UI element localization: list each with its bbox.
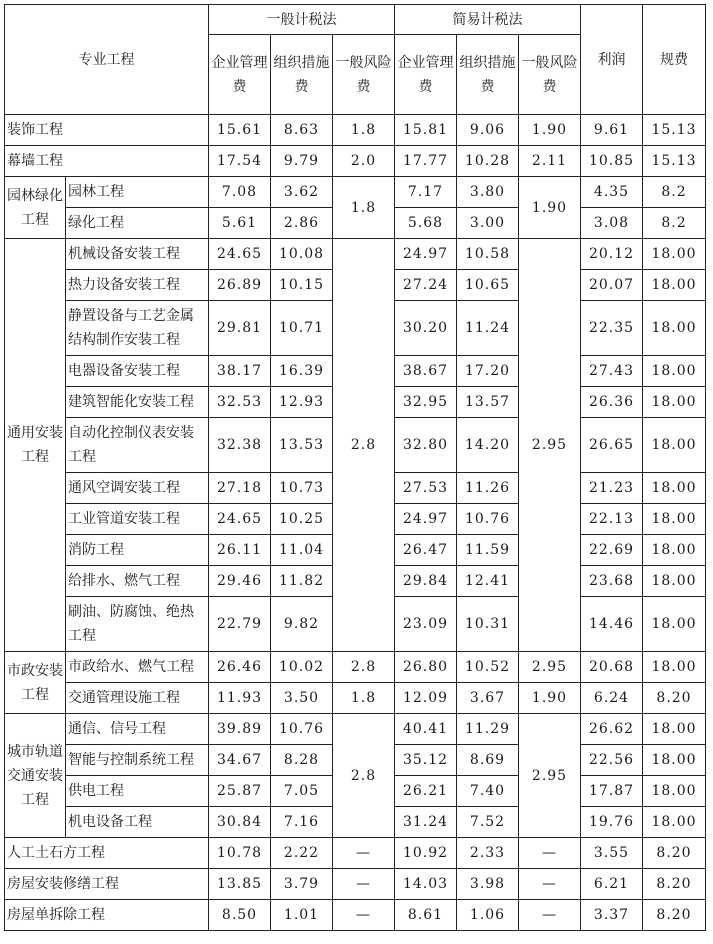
project-name: 绿化工程	[66, 208, 209, 239]
general-measure-value: 10.76	[271, 714, 333, 745]
simple-risk-value: 1.90	[519, 115, 581, 146]
simple-mgmt-value: 7.17	[395, 177, 457, 208]
simple-mgmt-value: 30.20	[395, 301, 457, 356]
general-mgmt-value: 29.81	[209, 301, 271, 356]
profit-value: 26.62	[581, 714, 643, 745]
header-simple-risk: 一般风险费	[519, 35, 581, 115]
group-garden-label: 园林绿化工程	[5, 177, 66, 239]
table-row	[5, 177, 706, 208]
simple-measure-value: 1.06	[457, 900, 519, 931]
general-mgmt-value: 24.65	[209, 504, 271, 535]
profit-value: 23.68	[581, 566, 643, 597]
simple-risk-value: 1.90	[519, 683, 581, 714]
general-measure-value: 16.39	[271, 356, 333, 387]
project-name: 机电设备工程	[66, 807, 209, 838]
profit-value: 3.37	[581, 900, 643, 931]
regulatory-value: 8.2	[643, 177, 706, 208]
project-name: 消防工程	[66, 535, 209, 566]
general-mgmt-value: 10.78	[209, 838, 271, 869]
regulatory-value: 18.00	[643, 714, 706, 745]
simple-mgmt-value: 29.84	[395, 566, 457, 597]
simple-measure-value: 10.65	[457, 270, 519, 301]
regulatory-value: 18.00	[643, 270, 706, 301]
project-name: 幕墙工程	[5, 146, 209, 177]
simple-mgmt-value: 12.09	[395, 683, 457, 714]
general-mgmt-value: 34.67	[209, 745, 271, 776]
header-profit: 利润	[581, 5, 643, 115]
table-row	[5, 239, 706, 270]
profit-value: 14.46	[581, 597, 643, 652]
general-measure-value: 8.28	[271, 745, 333, 776]
header-general-tax: 一般计税法	[209, 5, 395, 35]
general-mgmt-value: 13.85	[209, 869, 271, 900]
simple-measure-value: 3.67	[457, 683, 519, 714]
simple-risk-value: 1.90	[519, 177, 581, 239]
header-regulatory: 规费	[643, 5, 706, 115]
simple-measure-value: 3.98	[457, 869, 519, 900]
profit-value: 6.21	[581, 869, 643, 900]
profit-value: 6.24	[581, 683, 643, 714]
project-name: 工业管道安装工程	[66, 504, 209, 535]
general-mgmt-value: 24.65	[209, 239, 271, 270]
project-name: 通风空调安装工程	[66, 473, 209, 504]
regulatory-value: 8.20	[643, 838, 706, 869]
general-measure-value: 11.04	[271, 535, 333, 566]
general-measure-value: 9.79	[271, 146, 333, 177]
profit-value: 3.55	[581, 838, 643, 869]
simple-measure-value: 3.80	[457, 177, 519, 208]
regulatory-value: 15.13	[643, 146, 706, 177]
profit-value: 10.85	[581, 146, 643, 177]
project-name: 智能与控制系统工程	[66, 745, 209, 776]
simple-measure-value: 13.57	[457, 387, 519, 418]
general-measure-value: 12.93	[271, 387, 333, 418]
general-mgmt-value: 22.79	[209, 597, 271, 652]
simple-measure-value: 14.20	[457, 418, 519, 473]
simple-measure-value: 12.41	[457, 566, 519, 597]
project-name: 电器设备安装工程	[66, 356, 209, 387]
general-measure-value: 8.63	[271, 115, 333, 146]
simple-mgmt-value: 10.92	[395, 838, 457, 869]
simple-risk-value: 2.95	[519, 239, 581, 652]
simple-measure-value: 10.52	[457, 652, 519, 683]
general-measure-value: 10.15	[271, 270, 333, 301]
general-measure-value: 7.05	[271, 776, 333, 807]
header-project: 专业工程	[5, 5, 209, 115]
project-name: 建筑智能化安装工程	[66, 387, 209, 418]
simple-risk-value: 2.95	[519, 652, 581, 683]
project-name: 通信、信号工程	[66, 714, 209, 745]
simple-measure-value: 11.59	[457, 535, 519, 566]
header-simple-tax: 简易计税法	[395, 5, 581, 35]
regulatory-value: 8.2	[643, 208, 706, 239]
profit-value: 22.13	[581, 504, 643, 535]
group-municipal-label: 市政安装工程	[5, 652, 66, 714]
simple-risk-value: —	[519, 900, 581, 931]
general-measure-value: 10.02	[271, 652, 333, 683]
simple-measure-value: 10.28	[457, 146, 519, 177]
group-rail-label: 城市轨道交通安装工程	[5, 714, 66, 838]
regulatory-value: 18.00	[643, 652, 706, 683]
general-measure-value: 7.16	[271, 807, 333, 838]
regulatory-value: 15.13	[643, 115, 706, 146]
general-mgmt-value: 7.08	[209, 177, 271, 208]
profit-value: 26.65	[581, 418, 643, 473]
project-name: 热力设备安装工程	[66, 270, 209, 301]
general-mgmt-value: 25.87	[209, 776, 271, 807]
table-row	[5, 838, 706, 869]
general-measure-value: 1.01	[271, 900, 333, 931]
table-row	[5, 900, 706, 931]
simple-risk-value: 2.95	[519, 714, 581, 838]
profit-value: 26.36	[581, 387, 643, 418]
project-name: 供电工程	[66, 776, 209, 807]
regulatory-value: 18.00	[643, 301, 706, 356]
simple-measure-value: 7.52	[457, 807, 519, 838]
project-name: 园林工程	[66, 177, 209, 208]
profit-value: 20.12	[581, 239, 643, 270]
general-measure-value: 10.71	[271, 301, 333, 356]
header-general-risk: 一般风险费	[333, 35, 395, 115]
project-name: 机械设备安装工程	[66, 239, 209, 270]
regulatory-value: 18.00	[643, 807, 706, 838]
simple-measure-value: 11.24	[457, 301, 519, 356]
simple-measure-value: 8.69	[457, 745, 519, 776]
project-name: 刷油、防腐蚀、绝热工程	[66, 597, 209, 652]
simple-mgmt-value: 35.12	[395, 745, 457, 776]
general-risk-value: 1.8	[333, 683, 395, 714]
profit-value: 3.08	[581, 208, 643, 239]
simple-mgmt-value: 32.80	[395, 418, 457, 473]
header-simple-mgmt: 企业管理费	[395, 35, 457, 115]
profit-value: 19.76	[581, 807, 643, 838]
project-name: 房屋安装修缮工程	[5, 869, 209, 900]
general-mgmt-value: 38.17	[209, 356, 271, 387]
simple-measure-value: 10.76	[457, 504, 519, 535]
regulatory-value: 8.20	[643, 683, 706, 714]
general-mgmt-value: 26.46	[209, 652, 271, 683]
simple-mgmt-value: 24.97	[395, 504, 457, 535]
project-name: 市政给水、燃气工程	[66, 652, 209, 683]
profit-value: 27.43	[581, 356, 643, 387]
simple-mgmt-value: 26.47	[395, 535, 457, 566]
general-mgmt-value: 32.53	[209, 387, 271, 418]
general-risk-value: 1.8	[333, 177, 395, 239]
table-row	[5, 869, 706, 900]
general-risk-value: —	[333, 838, 395, 869]
regulatory-value: 8.20	[643, 869, 706, 900]
profit-value: 4.35	[581, 177, 643, 208]
simple-measure-value: 3.00	[457, 208, 519, 239]
profit-value: 22.35	[581, 301, 643, 356]
table-row	[5, 714, 706, 745]
header-general-measure: 组织措施费	[271, 35, 333, 115]
table-row	[5, 146, 706, 177]
general-mgmt-value: 15.61	[209, 115, 271, 146]
table-row	[5, 115, 706, 146]
regulatory-value: 8.20	[643, 900, 706, 931]
regulatory-value: 18.00	[643, 745, 706, 776]
regulatory-value: 18.00	[643, 387, 706, 418]
simple-mgmt-value: 40.41	[395, 714, 457, 745]
project-name: 交通管理设施工程	[66, 683, 209, 714]
regulatory-value: 18.00	[643, 597, 706, 652]
general-measure-value: 3.79	[271, 869, 333, 900]
simple-risk-value: 2.11	[519, 146, 581, 177]
simple-mgmt-value: 26.80	[395, 652, 457, 683]
general-measure-value: 10.25	[271, 504, 333, 535]
general-risk-value: 2.0	[333, 146, 395, 177]
header-simple-measure: 组织措施费	[457, 35, 519, 115]
regulatory-value: 18.00	[643, 566, 706, 597]
simple-measure-value: 11.29	[457, 714, 519, 745]
general-mgmt-value: 39.89	[209, 714, 271, 745]
simple-mgmt-value: 31.24	[395, 807, 457, 838]
general-risk-value: 2.8	[333, 239, 395, 652]
profit-value: 17.87	[581, 776, 643, 807]
project-name: 装饰工程	[5, 115, 209, 146]
simple-mgmt-value: 14.03	[395, 869, 457, 900]
simple-measure-value: 10.58	[457, 239, 519, 270]
regulatory-value: 18.00	[643, 356, 706, 387]
simple-mgmt-value: 38.67	[395, 356, 457, 387]
profit-value: 20.07	[581, 270, 643, 301]
general-measure-value: 10.73	[271, 473, 333, 504]
simple-measure-value: 9.06	[457, 115, 519, 146]
regulatory-value: 18.00	[643, 504, 706, 535]
general-measure-value: 13.53	[271, 418, 333, 473]
general-mgmt-value: 26.11	[209, 535, 271, 566]
group-install-label: 通用安装工程	[5, 239, 66, 652]
general-mgmt-value: 5.61	[209, 208, 271, 239]
general-measure-value: 10.08	[271, 239, 333, 270]
general-mgmt-value: 27.18	[209, 473, 271, 504]
regulatory-value: 18.00	[643, 418, 706, 473]
profit-value: 21.23	[581, 473, 643, 504]
general-mgmt-value: 8.50	[209, 900, 271, 931]
simple-mgmt-value: 27.53	[395, 473, 457, 504]
profit-value: 22.56	[581, 745, 643, 776]
simple-mgmt-value: 15.81	[395, 115, 457, 146]
regulatory-value: 18.00	[643, 535, 706, 566]
simple-mgmt-value: 17.77	[395, 146, 457, 177]
simple-mgmt-value: 5.68	[395, 208, 457, 239]
general-measure-value: 9.82	[271, 597, 333, 652]
general-risk-value: 2.8	[333, 652, 395, 683]
general-measure-value: 11.82	[271, 566, 333, 597]
general-mgmt-value: 11.93	[209, 683, 271, 714]
simple-risk-value: —	[519, 838, 581, 869]
fee-rate-table	[4, 4, 706, 931]
general-risk-value: 1.8	[333, 115, 395, 146]
general-measure-value: 2.22	[271, 838, 333, 869]
simple-measure-value: 2.33	[457, 838, 519, 869]
general-measure-value: 2.86	[271, 208, 333, 239]
regulatory-value: 18.00	[643, 239, 706, 270]
project-name: 房屋单拆除工程	[5, 900, 209, 931]
general-measure-value: 3.62	[271, 177, 333, 208]
simple-measure-value: 17.20	[457, 356, 519, 387]
general-measure-value: 3.50	[271, 683, 333, 714]
table-row	[5, 683, 706, 714]
project-name: 静置设备与工艺金属结构制作安装工程	[66, 301, 209, 356]
simple-measure-value: 7.40	[457, 776, 519, 807]
table-row	[5, 652, 706, 683]
project-name: 给排水、燃气工程	[66, 566, 209, 597]
profit-value: 20.68	[581, 652, 643, 683]
project-name: 人工土石方工程	[5, 838, 209, 869]
simple-risk-value: —	[519, 869, 581, 900]
simple-measure-value: 10.31	[457, 597, 519, 652]
simple-mgmt-value: 8.61	[395, 900, 457, 931]
simple-mgmt-value: 24.97	[395, 239, 457, 270]
simple-measure-value: 11.26	[457, 473, 519, 504]
general-risk-value: —	[333, 900, 395, 931]
general-mgmt-value: 32.38	[209, 418, 271, 473]
general-mgmt-value: 30.84	[209, 807, 271, 838]
profit-value: 22.69	[581, 535, 643, 566]
regulatory-value: 18.00	[643, 776, 706, 807]
project-name: 自动化控制仪表安装工程	[66, 418, 209, 473]
profit-value: 9.61	[581, 115, 643, 146]
simple-mgmt-value: 32.95	[395, 387, 457, 418]
general-mgmt-value: 17.54	[209, 146, 271, 177]
general-mgmt-value: 26.89	[209, 270, 271, 301]
regulatory-value: 18.00	[643, 473, 706, 504]
general-risk-value: 2.8	[333, 714, 395, 838]
general-risk-value: —	[333, 869, 395, 900]
simple-mgmt-value: 23.09	[395, 597, 457, 652]
simple-mgmt-value: 26.21	[395, 776, 457, 807]
general-mgmt-value: 29.46	[209, 566, 271, 597]
simple-mgmt-value: 27.24	[395, 270, 457, 301]
header-general-mgmt: 企业管理费	[209, 35, 271, 115]
